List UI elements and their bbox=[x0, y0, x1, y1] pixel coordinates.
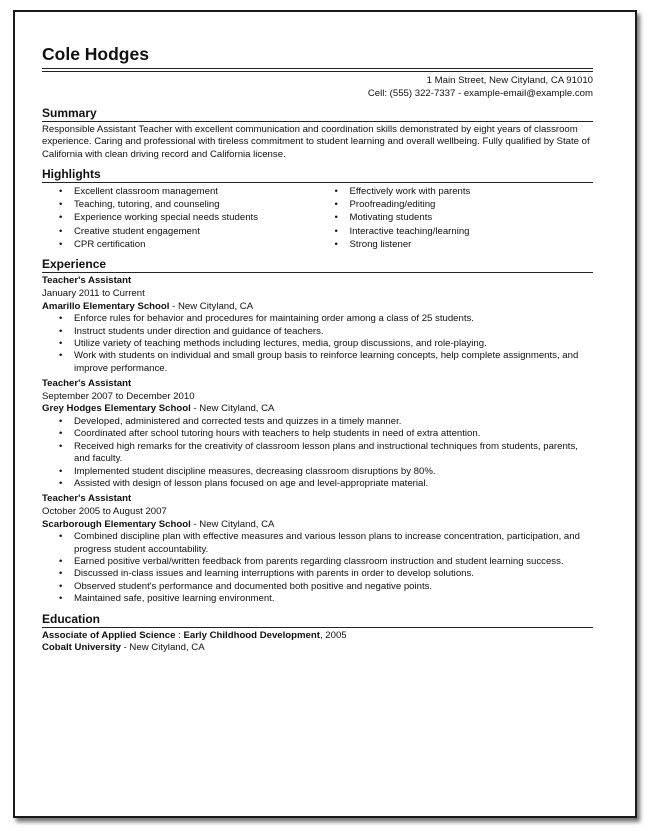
list-item: • Maintained safe, positive learning environment. bbox=[42, 593, 593, 605]
list-item: • Discussed in-class issues and learning interruptions with parents in order to develop solutions. bbox=[42, 568, 593, 580]
header-rule bbox=[42, 68, 593, 72]
school-name: Scarborough Elementary School bbox=[42, 518, 191, 530]
list-item: • Enforce rules for behavior and procedures for maintaining order among a class of 25 students. bbox=[42, 313, 593, 325]
job-entry bbox=[42, 378, 593, 490]
highlights-columns bbox=[42, 185, 593, 251]
job-bullets bbox=[42, 416, 593, 490]
job-dates: October 2005 to August 2007 bbox=[42, 506, 167, 517]
list-item: • Work with students on individual and small group basis to reinforce learning concepts, help complete assignments, and improve performance. bbox=[42, 350, 593, 375]
section-rule bbox=[42, 627, 593, 628]
experience-heading: Experience bbox=[42, 257, 107, 272]
summary-text: Responsible Assistant Teacher with excellent communication and coordination skills demonstrated by eight years of classroom experience. Caring and professional with tireless commitment to student learning and overall wellbeing. Fully qualified by State of California with clean driving record and California license. bbox=[42, 124, 590, 160]
university-location: - New Cityland, CA bbox=[120, 642, 205, 654]
degree-separator: : bbox=[175, 629, 184, 641]
school-location: - New Cityland, CA bbox=[169, 300, 254, 312]
list-item: • Excellent classroom management bbox=[42, 185, 318, 198]
list-item: • Effectively work with parents bbox=[318, 185, 594, 198]
highlights-heading: Highlights bbox=[42, 166, 101, 181]
job-title: Teacher's Assistant bbox=[42, 378, 132, 390]
resume-page bbox=[42, 44, 593, 655]
job-school-line bbox=[42, 403, 593, 416]
section-rule bbox=[42, 121, 593, 122]
job-bullets bbox=[42, 313, 593, 375]
job-entry bbox=[42, 275, 593, 375]
list-item: • Received high remarks for the creativity of classroom lesson plans and instructional techniques from students, parents, and faculty. bbox=[42, 441, 593, 466]
degree-year: , 2005 bbox=[319, 629, 347, 641]
list-item: • Strong listener bbox=[318, 238, 594, 251]
contact-phone-email: Cell: (555) 322-7337 - example-email@example.com bbox=[367, 87, 593, 99]
contact-address: 1 Main Street, New Cityland, CA 91010 bbox=[426, 75, 593, 86]
university-name: Cobalt University bbox=[42, 642, 121, 654]
list-item: • Creative student engagement bbox=[42, 225, 318, 238]
section-rule bbox=[42, 182, 593, 183]
highlights-left-list bbox=[42, 185, 318, 251]
job-bullets bbox=[42, 531, 593, 605]
list-item: • Coordinated after school tutoring hours with teachers to help students in need of extra attention. bbox=[42, 428, 593, 440]
list-item: • Interactive teaching/learning bbox=[318, 225, 594, 238]
list-item: • Developed, administered and corrected tests and quizzes in a timely manner. bbox=[42, 416, 593, 428]
list-item: • Instruct students under direction and guidance of teachers. bbox=[42, 326, 593, 338]
school-name: Grey Hodges Elementary School bbox=[42, 403, 191, 415]
school-location: - New Cityland, CA bbox=[190, 518, 275, 530]
education-heading: Education bbox=[42, 611, 101, 626]
job-entry bbox=[42, 493, 593, 605]
degree-field: Early Childhood Development bbox=[183, 629, 320, 641]
list-item: • Combined discipline plan with effective measures and various lesson plans to increase concentration, participation, and progress student accountability. bbox=[42, 531, 593, 556]
job-dates: September 2007 to December 2010 bbox=[42, 390, 195, 402]
job-title: Teacher's Assistant bbox=[42, 493, 132, 505]
summary-heading: Summary bbox=[42, 106, 97, 120]
section-rule bbox=[42, 272, 593, 273]
school-name: Amarillo Elementary School bbox=[42, 300, 170, 312]
list-item: • Assisted with design of lesson plans focused on age and level-appropriate material. bbox=[42, 478, 593, 490]
highlights-right-list bbox=[318, 185, 594, 251]
job-school-line bbox=[42, 519, 593, 532]
resume-name: Cole Hodges bbox=[42, 44, 149, 64]
job-title: Teacher's Assistant bbox=[42, 275, 132, 287]
list-item: • Motivating students bbox=[318, 211, 594, 224]
list-item: • Teaching, tutoring, and counseling bbox=[42, 198, 318, 211]
list-item: • Experience working special needs students bbox=[42, 211, 318, 224]
job-school-line bbox=[42, 301, 593, 314]
education-school-line bbox=[42, 642, 593, 655]
degree-name: Associate of Applied Science bbox=[42, 629, 176, 641]
list-item: • Proofreading/editing bbox=[318, 198, 594, 211]
school-location: - New Cityland, CA bbox=[190, 403, 275, 415]
list-item: • Utilize variety of teaching methods including lectures, media, group discussions, and role-playing. bbox=[42, 338, 593, 350]
list-item: • Observed student's performance and documented both positive and negative points. bbox=[42, 581, 593, 593]
list-item: • Implemented student discipline measures, decreasing classroom disruptions by 80%. bbox=[42, 466, 593, 478]
job-dates: January 2011 to Current bbox=[42, 287, 145, 299]
list-item: • CPR certification bbox=[42, 238, 318, 251]
education-degree-line bbox=[42, 630, 593, 643]
list-item: • Earned positive verbal/written feedback from parents regarding classroom instruction and student learning success. bbox=[42, 556, 593, 568]
